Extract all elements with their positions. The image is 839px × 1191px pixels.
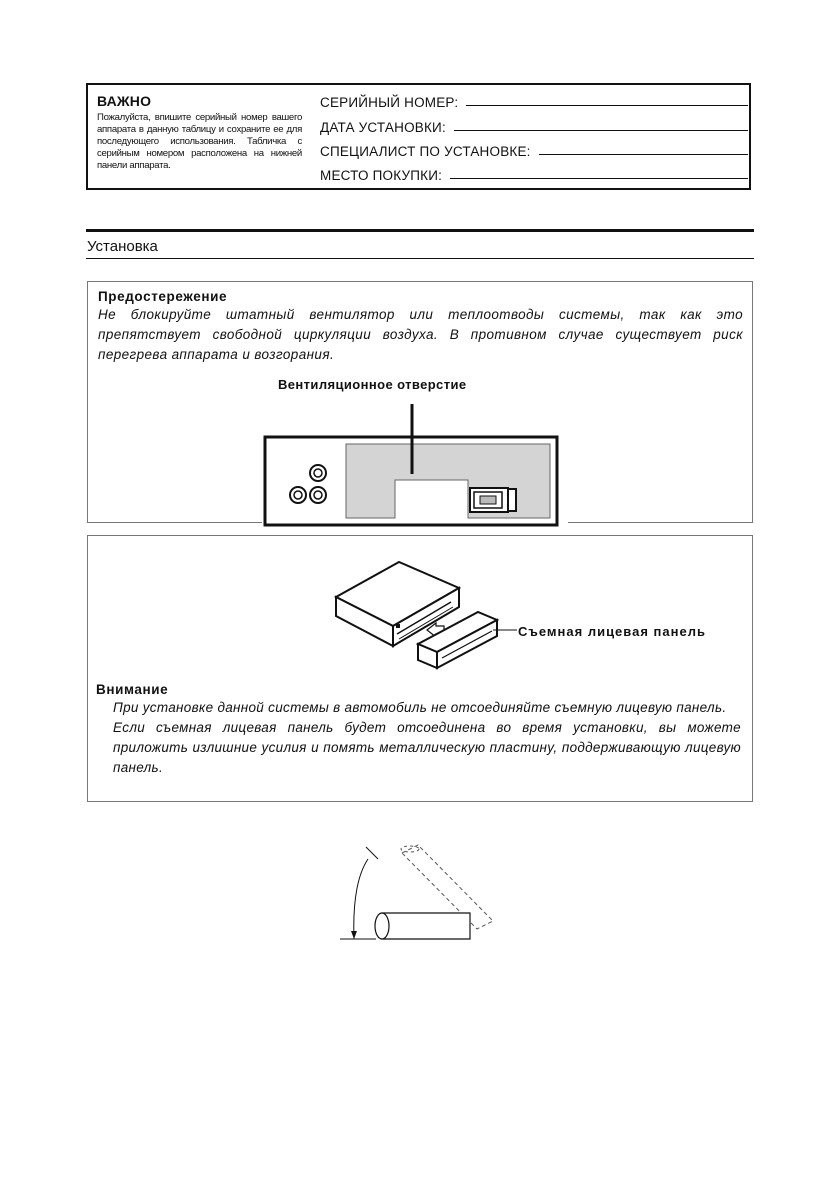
unit-indicator [396,624,400,628]
important-box [86,83,751,190]
caution-title: Предостережение [98,289,228,304]
purchase-place-field[interactable] [320,165,748,185]
attention-paragraph-2: Если съемная лицевая панель будет отсоединена во время установки, вы можете приложить излишние усилия и помять металлическую пластину, поддерживающую лицевую панель. [113,720,741,775]
angle-arrow-head [351,931,357,939]
install-date-line [454,130,748,131]
install-angle-diagram [338,843,503,943]
installer-field[interactable] [320,141,748,161]
section-rule-bottom [86,258,754,259]
serial-number-label: СЕРИЙНЫЙ НОМЕР: [320,94,459,110]
serial-number-field[interactable] [320,92,748,112]
purchase-place-label: МЕСТО ПОКУПКИ: [320,167,443,183]
section-rule-top [86,229,754,232]
important-text: Пожалуйста, впишите серийный номер вашего аппарата в данную таблицу и сохраните ее для последующего использования. Табличка с серийным номером расположена на нижней панели аппарата. [97,112,302,171]
level-unit-end [375,913,389,939]
caution-text: Не блокируйте штатный вентилятор или теплоотводы системы, так как это препятствует свободной циркуляции воздуха. В противном случае существует риск перегрева аппарата и возгорания. [98,307,743,362]
attention-text [113,698,741,778]
connector-pins [480,496,496,504]
installer-label: СПЕЦИАЛИСТ ПО УСТАНОВКЕ: [320,143,531,159]
section-title: Установка [87,238,158,255]
serial-number-line [466,105,748,106]
level-unit-body [382,913,470,939]
connector-latch [508,489,516,511]
unit-faceplate-diagram [333,560,518,670]
attention-title: Внимание [96,682,169,697]
install-date-field[interactable] [320,117,748,137]
installer-line [539,154,748,155]
purchase-place-line [450,178,748,179]
angle-ray-line [366,847,378,859]
angle-arc [354,859,368,939]
unit-rear-diagram [262,394,568,528]
important-title: ВАЖНО [97,93,152,109]
faceplate-label: Съемная лицевая панель [518,624,706,639]
install-date-label: ДАТА УСТАНОВКИ: [320,119,446,135]
vent-label: Вентиляционное отверстие [278,377,467,392]
attention-paragraph-1: При установке данной системы в автомобиль не отсоединяйте съемную лицевую панель. [113,700,727,715]
